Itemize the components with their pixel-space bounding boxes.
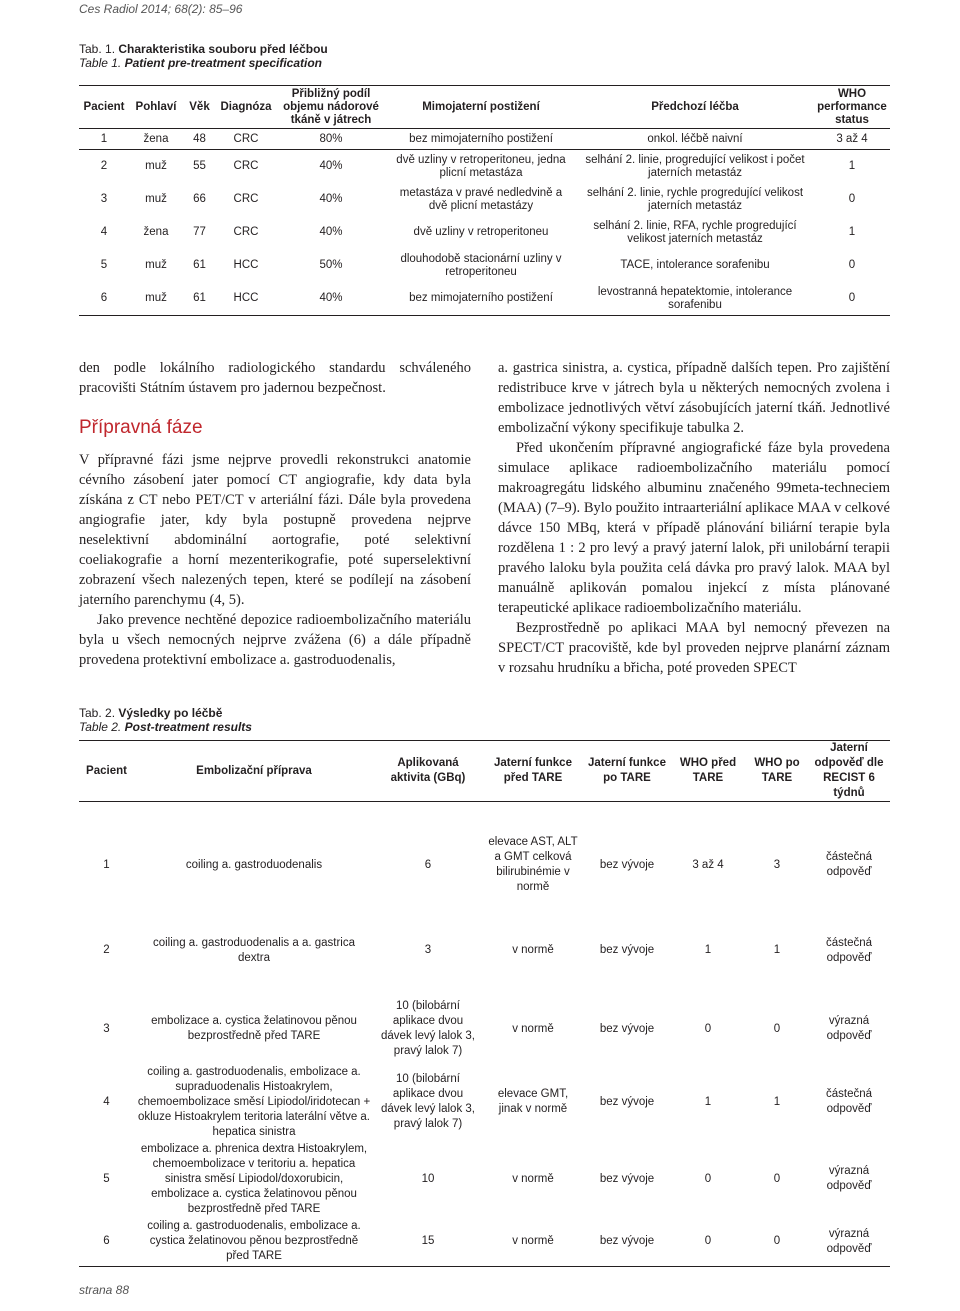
table-cell: CRC [233,193,259,205]
table-cell: 0 [670,1218,746,1266]
table2-header-row [79,741,890,802]
table-row [79,1218,890,1266]
table-cell: výrazná odpověď [826,1015,872,1042]
table-cell: dvě uzliny v retroperitoneu [413,226,549,238]
table-cell: 15 [374,1218,482,1266]
journal-citation: Ces Radiol 2014; 68(2): 85–96 [79,2,243,16]
table-cell: výrazná odpověď [826,1165,872,1192]
table-cell: coiling a. gastroduodenalis a a. gastrica dextra [152,936,355,964]
table-cell: 50% [319,259,343,271]
table-cell: 40% [319,226,343,238]
table-cell: v normě [512,1172,554,1185]
table-cell: 1 [103,858,110,871]
table-cell: CRC [216,129,276,150]
table-cell: 55 [193,160,206,172]
table-cell: 5 [103,1172,110,1185]
table1-header-cell: Pacient [79,86,129,129]
table-cell: 0 [704,1022,712,1035]
table1-header-cell: Diagnóza [216,86,276,129]
table-row [79,129,890,150]
table1-header-cell: Pohlaví [129,86,183,129]
table-cell: CRC [233,160,259,172]
table-row [79,249,890,282]
table-cell: 1 [704,1095,712,1108]
table-cell: coiling a. gastroduodenalis, embolizace a. cystica želatinovou pěnou bezprostředně před TARE [134,1218,374,1266]
table-cell: 6 [79,282,129,316]
table-cell: bez mimojaterního postižení [386,129,576,150]
table2 [79,740,890,1267]
table-cell: elevace GMT, jinak v normě [497,1088,569,1115]
table-cell: CRC [233,226,259,238]
table-cell: částečná odpověď [825,1088,873,1115]
table1 [79,85,890,316]
table-cell: 6 [79,1218,134,1266]
table-cell: 1 [773,944,781,956]
table2-header-cell: Jaterní funkce před TARE [482,741,584,802]
table-cell: dvě uzliny v retroperitoneu, jedna plicní metastáza [396,153,566,179]
table-cell: 1 [79,129,129,150]
table-cell: bez vývoje [599,1022,655,1035]
table-cell: 40% [276,282,386,316]
table-cell: 48 [183,129,216,150]
section-heading: Přípravná fáze [79,417,203,438]
table-cell: 4 [103,1095,110,1108]
table-cell: muž [145,160,167,172]
text-column-right [498,358,890,678]
table-cell: 0 [773,1022,781,1035]
table-cell: 3 [773,858,781,871]
table-row [79,183,890,216]
table-cell: 0 [773,1172,781,1185]
table2-header-cell: Aplikovaná aktivita (GBq) [374,741,482,802]
table-cell: embolizace a. cystica želatinovou pěnou bezprostředně před TARE [151,1015,357,1042]
table-row [79,1140,890,1218]
table2-caption-en: Table 2. Post-treatment results [79,720,252,734]
table-cell: částečná odpověď [825,851,873,878]
page-number: strana 88 [79,1283,130,1297]
table2-header-cell: Embolizační příprava [134,741,374,802]
table2-header-cell: WHO po TARE [746,741,808,802]
table-cell: coiling a. gastroduodenalis, embolizace a. supraduodenalis Histoakrylem, chemoembolizace směsí Lipiodol/iridotecan + okluze Histoakrylem teritoria laterální větve a. hepatica sinistra [137,1065,371,1138]
table-cell: metastáza v pravé nedledvině a dvě plicní metastázy [399,186,563,212]
table-cell: 4 [100,226,108,238]
table1-header-cell: WHO performance status [814,86,890,129]
table-cell: 0 [848,259,856,271]
table-cell: 40% [319,193,343,205]
table-cell: bez vývoje [599,1095,655,1108]
paragraph: Bezprostředně po aplikaci MAA byl nemocný převezen na SPECT/CT pracoviště, kde byl proveden nejprve planární záznam v rozsahu hrudníku a břicha, poté proveden SPECT [498,620,890,676]
table2-header-cell: WHO před TARE [670,741,746,802]
table-cell: 0 [814,282,890,316]
table-cell: 2 [103,944,110,956]
table-cell: 1 [773,1095,781,1108]
table-cell: 1 [848,226,856,238]
table1-caption-cz: Tab. 1. Charakteristika souboru před léčbou [79,42,328,56]
table-cell: TACE, intolerance sorafenibu [620,259,770,271]
table2-caption [79,706,252,734]
table-cell: 40% [319,160,343,172]
paragraph: V přípravné fázi jsme nejprve provedli rekonstrukci anatomie cévního zásobení jater pomocí CT angiografie, kdy data byla získána z CT nebo PET/CT v arteriální fázi. Dále byla provedena angiografie jater, kdy byla postupně provedena nejprve neselektivní abdominální aortografie, poté selektivní coeliakografie a horní mezenterikografie, poté superselektivní zobrazení všech nalezených tepen, které se podílejí na zásobení jaterního parenchymu (4, 5). [79,452,471,608]
table-spacer [79,907,890,928]
table-row [79,282,890,316]
table-cell: 3 až 4 [692,858,724,871]
table-cell: 80% [276,129,386,150]
table1-header-cell: Věk [183,86,216,129]
table-cell: v normě [512,1022,554,1035]
table2-header-cell: Jaterní funkce po TARE [584,741,670,802]
table1-header-cell: Mimojaterní postižení [386,86,576,129]
table-cell: 61 [193,259,206,271]
table-cell: bez vývoje [599,944,655,956]
table-cell: coiling a. gastroduodenalis [185,858,323,871]
table-row [79,150,890,184]
table1-caption [79,42,328,70]
table-spacer [79,973,890,994]
table-cell: 2 [100,160,108,172]
text-column-left [79,358,471,670]
table-cell: 0 [848,193,856,205]
table-cell: částečná odpověď [825,936,873,964]
table-cell: v normě [482,1218,584,1266]
table-cell: 3 [100,193,108,205]
table-cell: 10 (bilobární aplikace dvou dávek levý lalok 3, pravý lalok 7) [381,1000,475,1057]
table-cell: HCC [233,259,259,271]
table2-header-cell: Jaterní odpověď dle RECIST 6 týdnů [808,741,890,802]
table-cell: 66 [193,193,206,205]
table-cell: 3 [103,1022,110,1035]
table-cell: muž [129,282,183,316]
table-cell: muž [145,259,167,271]
table-cell: bez vývoje [599,858,655,871]
table-cell: onkol. léčbě naivní [576,129,814,150]
table-row [79,928,890,973]
table-cell: 3 až 4 [814,129,890,150]
table-cell: selhání 2. linie, progredující velikost i počet jaterních metastáz [585,153,805,179]
table2-caption-cz: Tab. 2. Výsledky po léčbě [79,706,223,720]
table-cell: muž [145,193,167,205]
table-cell: selhání 2. linie, rychle progredující velikost jaterních metastáz [586,186,804,212]
table-cell: 0 [704,1172,712,1185]
table-cell: embolizace a. phrenica dextra Histoakrylem, chemoembolizace v teritoriu a. hepatica sinistra směsí Lipiodol/doxorubicin, embolizace a. cystica želatinovou pěnou bezprostředně před TARE [140,1142,368,1215]
paragraph: den podle lokálního radiologického standardu schváleného pracovišti Státním ústavem pro jadernou bezpečnost. [79,360,471,396]
paragraph: Jako prevence nechtěné depozice radioembolizačního materiálu byla u všech nemocných nejprve zvážena (6) a dále případně provedena protektivní embolizace a. gastroduodenalis, [79,612,471,668]
table-cell: 77 [193,226,206,238]
table-cell: 3 [424,944,432,956]
table-cell: bez mimojaterního postižení [386,282,576,316]
table-cell: 5 [100,259,108,271]
paragraph: Před ukončením přípravné angiografické fáze byla provedena simulace aplikace radioembolizačního materiálu pomocí makroagregátu lidského albuminu značeného 99meta-techneciem (MAA) (7–9). Bylo použito intraarteriální aplikace MAA v celkové dávce 150 MBq, která v případě plánování biliární terapie byla rozdělena 1 : 2 pro levý a pravý jaterní lalok, při unilobární terapii pravého laloku byla použita celá dávka pro pravý lalok. MAA byl manuálně aplikován pomalou injekcí z místa plánované terapeutické aplikace radioembolizačního materiálu. [498,440,890,616]
table-cell: bez vývoje [599,1172,655,1185]
table-cell: 10 (bilobární aplikace dvou dávek levý lalok 3, pravý lalok 7) [381,1073,475,1130]
table2-header-cell: Pacient [79,741,134,802]
table-cell: 6 [424,858,432,871]
table-cell: 61 [183,282,216,316]
table-cell: 0 [746,1218,808,1266]
table-row [79,823,890,907]
table-row [79,216,890,249]
table-cell: v normě [512,944,554,956]
table-cell: levostranná hepatektomie, intolerance sorafenibu [576,282,814,316]
table-cell: 1 [704,944,712,956]
table-cell: žena [129,129,183,150]
table1-header-row [79,86,890,129]
table-cell: dlouhodobě stacionární uzliny v retroperitoneu [400,252,562,278]
table-cell: bez vývoje [584,1218,670,1266]
table1-header-cell: Přibližný podíl objemu nádorové tkáně v játrech [276,86,386,129]
table-row [79,1064,890,1140]
table-row [79,994,890,1064]
table-cell: výrazná odpověď [808,1218,890,1266]
table1-caption-en: Table 1. Patient pre-treatment specification [79,56,322,70]
table1-header-cell: Předchozí léčba [576,86,814,129]
table-cell: 1 [848,160,856,172]
table-cell: elevace AST, ALT a GMT celková bilirubinémie v normě [488,836,578,893]
table-cell: 10 [421,1172,435,1185]
table-cell: žena [143,226,169,238]
table-cell: selhání 2. linie, RFA, rychle progredující velikost jaterních metastáz [593,219,797,245]
paragraph: a. gastrica sinistra, a. cystica, případně dalších tepen. Pro zajištění redistribuce krve v játrech byla u některých nemocných zvolena i embolizace jednotlivých větví zásobujících jaterní tkáň. Jednotlivé embolizační výkony specifikuje tabulka 2. [498,360,890,436]
table-cell: HCC [216,282,276,316]
table-spacer [79,802,890,824]
